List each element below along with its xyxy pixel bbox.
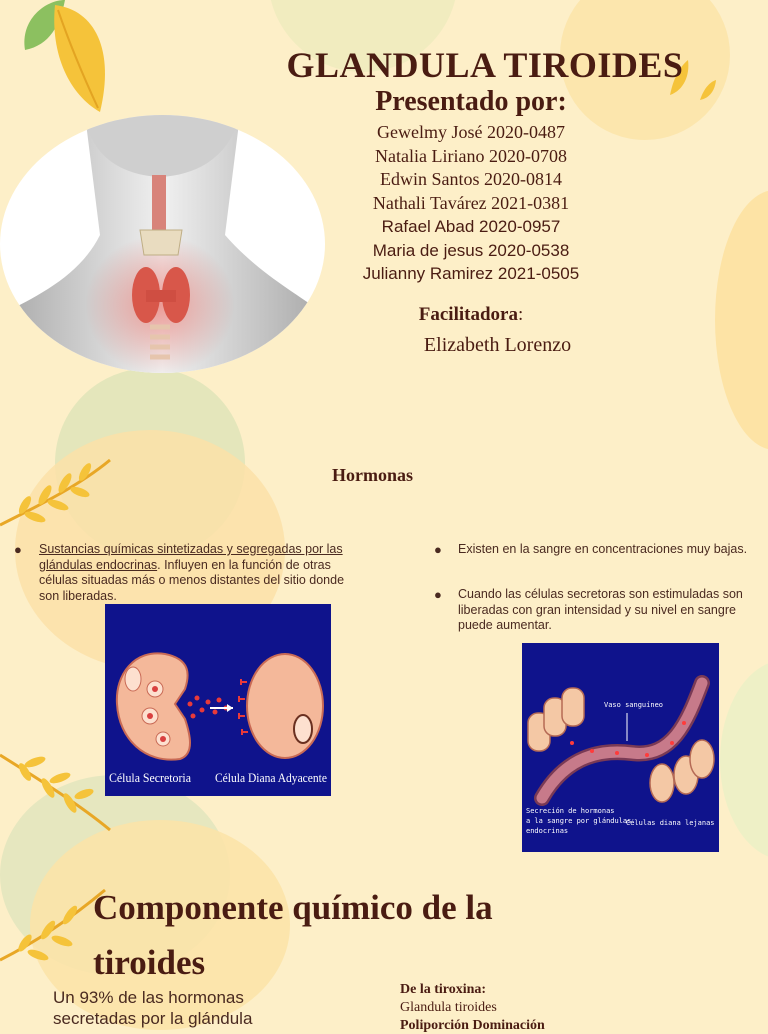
facilitator-label: Facilitadora:: [418, 304, 524, 325]
section-title-hormonas: Hormonas: [332, 465, 413, 485]
author-item: Maria de jesus 2020-0538: [372, 240, 570, 260]
author-item: Nathali Tavárez 2021-0381: [372, 192, 570, 213]
secretion-label-line: endocrinas: [526, 827, 569, 835]
target-cells-label: Células diana lejanas: [626, 819, 715, 827]
author-item: Julianny Ramirez 2021-0505: [362, 264, 580, 283]
leaf-sprig-icon: [0, 750, 115, 840]
section-heading-componente: Componente químico de la tiroides: [93, 888, 493, 982]
author-list: [340, 121, 602, 286]
author-item: Edwin Santos 2020-0814: [380, 169, 562, 189]
decor-circle: [715, 190, 768, 450]
tiroxina-line: Glandula tiroides: [400, 1000, 497, 1015]
bullet-item: ● Sustancias químicas sintetizadas y segregadas por las glándulas endocrinas. Influyen en la función de otras células situadas más o menos distantes del sitio donde son liberadas.: [14, 542, 345, 603]
tiroxina-heading: De la tiroxina:: [400, 982, 487, 997]
bullet-item: ● Cuando las células secretoras son estimuladas son liberadas con gran intensidad y su nivel en sangre puede aumentar.: [434, 587, 743, 632]
percent-paragraph: Un 93% de las hormonas secretadas por la glándula: [53, 988, 253, 1028]
secretion-label-line: Secreción de hormonas: [526, 807, 615, 815]
tiroxina-line: Poliporción Dominación: [400, 1018, 545, 1033]
blood-vessel-diagram: [522, 643, 719, 852]
vessel-label: Vaso sanguíneo: [604, 701, 664, 709]
secretory-cell-diagram: [105, 604, 331, 796]
author-item: Rafael Abad 2020-0957: [381, 217, 561, 236]
facilitator-name: Elizabeth Lorenzo: [423, 334, 572, 356]
bullet-item: ● Existen en la sangre en concentraciones muy bajas.: [434, 542, 748, 557]
secretion-label-line: a la sangre por glándulas: [526, 817, 632, 825]
secretory-cell-label: Célula Secretoria: [109, 770, 192, 785]
author-item: Gewelmy José 2020-0487: [377, 122, 565, 142]
decor-circle: [720, 660, 768, 860]
page-title: GLANDULA TIROIDES: [286, 45, 684, 85]
author-item: Natalia Liriano 2020-0708: [375, 145, 567, 166]
presented-by-heading: Presentado por:: [375, 86, 567, 117]
target-cell-label: Célula Diana Adyacente: [215, 770, 328, 785]
leaf-decoration-icon: [0, 0, 120, 120]
thyroid-neck-image: [0, 115, 325, 373]
leaf-sprig-icon: [0, 455, 115, 535]
